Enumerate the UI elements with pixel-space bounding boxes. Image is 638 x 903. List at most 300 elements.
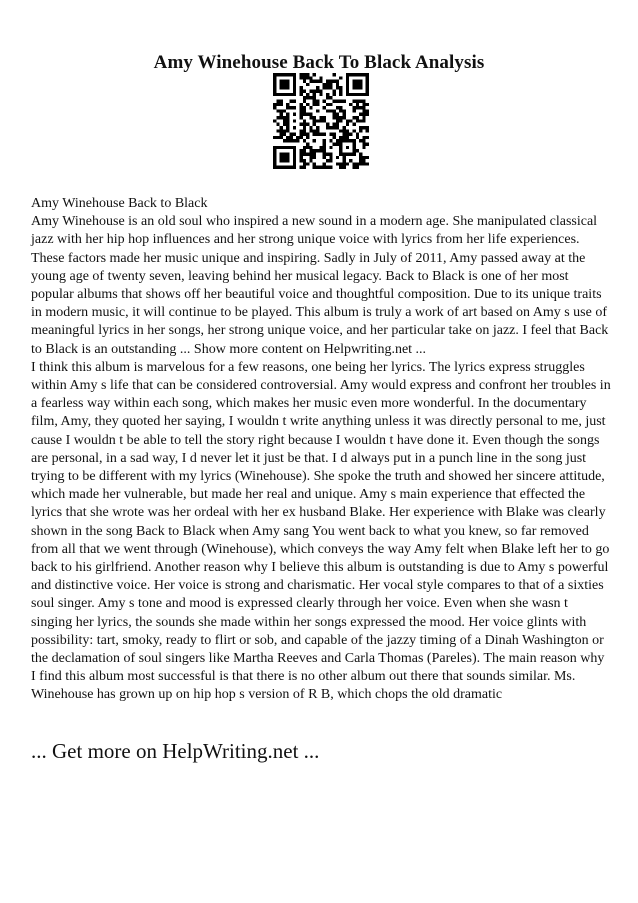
qr-module — [306, 152, 309, 155]
qr-module — [296, 136, 299, 139]
qr-module — [313, 149, 316, 152]
qr-module — [352, 123, 355, 126]
qr-module — [309, 159, 312, 162]
qr-module — [326, 96, 329, 99]
qr-module — [309, 146, 312, 149]
qr-module — [303, 146, 306, 149]
qr-module — [356, 119, 359, 122]
qr-module — [333, 136, 336, 139]
qr-module — [336, 80, 339, 83]
qr-module — [356, 166, 359, 169]
qr-module — [303, 90, 306, 93]
qr-module — [303, 76, 306, 79]
qr-module — [339, 86, 342, 89]
qr-module — [309, 129, 312, 132]
qr-module — [283, 119, 286, 122]
qr-module — [366, 143, 369, 146]
qr-module — [362, 116, 365, 119]
qr-module — [336, 143, 339, 146]
qr-module — [323, 83, 326, 86]
qr-module — [366, 126, 369, 129]
qr-module — [336, 83, 339, 86]
qr-module — [309, 96, 312, 99]
qr-module — [323, 86, 326, 89]
qr-module — [329, 152, 332, 155]
qr-module — [329, 133, 332, 136]
qr-module — [329, 146, 332, 149]
qr-module — [309, 76, 312, 79]
qr-module — [356, 103, 359, 106]
qr-module — [326, 109, 329, 112]
qr-module — [303, 80, 306, 83]
qr-module — [329, 86, 332, 89]
qr-module — [349, 133, 352, 136]
qr-module — [299, 103, 302, 106]
qr-module — [343, 162, 346, 165]
qr-module — [283, 109, 286, 112]
qr-code-icon — [273, 73, 369, 169]
qr-module — [356, 133, 359, 136]
qr-module — [299, 166, 302, 169]
qr-module — [306, 73, 309, 76]
qr-module — [299, 93, 302, 96]
qr-module — [343, 109, 346, 112]
qr-module — [336, 139, 339, 142]
article-body — [31, 195, 611, 705]
get-more-link[interactable]: ... Get more on HelpWriting.net ... — [31, 739, 320, 763]
qr-module — [313, 80, 316, 83]
qr-module — [362, 143, 365, 146]
qr-module — [316, 80, 319, 83]
qr-module — [329, 80, 332, 83]
qr-module — [339, 106, 342, 109]
qr-module — [359, 156, 362, 159]
qr-module — [280, 113, 283, 116]
qr-module — [356, 162, 359, 165]
qr-module — [336, 156, 339, 159]
qr-module — [349, 159, 352, 162]
qr-module — [276, 109, 279, 112]
qr-module — [316, 99, 319, 102]
qr-module — [273, 106, 276, 109]
qr-module — [366, 136, 369, 139]
qr-module — [362, 103, 365, 106]
qr-module — [306, 123, 309, 126]
qr-module — [283, 123, 286, 126]
qr-module — [313, 116, 316, 119]
qr-module — [293, 119, 296, 122]
qr-module — [276, 103, 279, 106]
qr-module — [299, 136, 302, 139]
qr-module — [343, 159, 346, 162]
qr-module — [323, 119, 326, 122]
qr-module — [286, 119, 289, 122]
qr-module — [323, 116, 326, 119]
qr-module — [352, 109, 355, 112]
qr-module — [303, 152, 306, 155]
qr-module — [333, 143, 336, 146]
qr-module — [293, 133, 296, 136]
qr-module — [352, 99, 355, 102]
qr-module — [333, 133, 336, 136]
qr-module — [303, 162, 306, 165]
qr-module — [326, 80, 329, 83]
qr-module — [329, 103, 332, 106]
qr-module — [283, 139, 286, 142]
qr-module — [343, 99, 346, 102]
qr-module — [359, 99, 362, 102]
qr-module — [362, 146, 365, 149]
qr-module — [299, 123, 302, 126]
qr-module — [346, 119, 349, 122]
qr-module — [293, 139, 296, 142]
qr-module — [333, 116, 336, 119]
qr-module — [356, 99, 359, 102]
qr-module — [346, 129, 349, 132]
qr-module — [326, 103, 329, 106]
qr-module — [303, 113, 306, 116]
qr-module — [319, 90, 322, 93]
qr-module — [359, 129, 362, 132]
qr-module — [273, 103, 276, 106]
qr-module — [323, 133, 326, 136]
qr-module — [303, 159, 306, 162]
qr-module — [280, 136, 283, 139]
qr-module — [356, 106, 359, 109]
qr-module — [326, 83, 329, 86]
qr-module — [319, 116, 322, 119]
qr-module — [329, 126, 332, 129]
qr-module — [329, 156, 332, 159]
qr-module — [309, 113, 312, 116]
qr-module — [299, 76, 302, 79]
qr-module — [316, 119, 319, 122]
qr-module — [283, 129, 286, 132]
qr-module — [343, 133, 346, 136]
qr-module — [352, 166, 355, 169]
qr-module — [286, 106, 289, 109]
qr-module — [306, 76, 309, 79]
qr-module — [306, 146, 309, 149]
qr-module — [316, 103, 319, 106]
qr-module — [343, 126, 346, 129]
qr-module — [303, 106, 306, 109]
qr-module — [339, 90, 342, 93]
qr-module — [359, 126, 362, 129]
qr-code-graphic — [273, 73, 369, 169]
qr-module — [362, 119, 365, 122]
qr-module — [346, 136, 349, 139]
qr-module — [316, 126, 319, 129]
article-heading-line: Amy Winehouse Back to Black — [31, 196, 208, 211]
qr-module — [359, 139, 362, 142]
qr-module — [299, 152, 302, 155]
qr-module — [299, 116, 302, 119]
qr-module — [319, 146, 322, 149]
qr-module — [333, 90, 336, 93]
qr-module — [313, 162, 316, 165]
qr-module — [333, 123, 336, 126]
qr-module — [306, 83, 309, 86]
qr-module — [329, 96, 332, 99]
qr-module — [276, 116, 279, 119]
qr-module — [313, 139, 316, 142]
qr-module — [339, 162, 342, 165]
qr-module — [280, 129, 283, 132]
qr-module — [339, 129, 342, 132]
qr-module — [362, 99, 365, 102]
qr-module — [299, 113, 302, 116]
qr-module — [286, 126, 289, 129]
qr-module — [346, 123, 349, 126]
qr-module — [306, 162, 309, 165]
qr-module — [319, 166, 322, 169]
qr-module — [356, 136, 359, 139]
qr-module — [329, 159, 332, 162]
qr-module — [276, 99, 279, 102]
qr-module — [290, 99, 293, 102]
qr-module — [319, 93, 322, 96]
qr-module — [306, 96, 309, 99]
qr-module — [339, 76, 342, 79]
qr-module — [352, 129, 355, 132]
qr-module — [313, 73, 316, 76]
qr-module — [313, 99, 316, 102]
qr-module — [286, 129, 289, 132]
qr-module — [290, 106, 293, 109]
qr-module — [306, 133, 309, 136]
qr-module — [299, 149, 302, 152]
qr-module — [366, 113, 369, 116]
page-title: Amy Winehouse Back To Black Analysis — [153, 51, 485, 73]
qr-module — [346, 162, 349, 165]
qr-module — [359, 113, 362, 116]
qr-module — [329, 166, 332, 169]
qr-module — [326, 123, 329, 126]
qr-module — [339, 119, 342, 122]
qr-module — [339, 99, 342, 102]
qr-module — [319, 133, 322, 136]
qr-module — [326, 159, 329, 162]
qr-module — [359, 119, 362, 122]
qr-module — [323, 146, 326, 149]
qr-module — [280, 103, 283, 106]
qr-module — [299, 133, 302, 136]
qr-module — [333, 73, 336, 76]
qr-module — [313, 129, 316, 132]
qr-module — [333, 99, 336, 102]
qr-module — [362, 159, 365, 162]
qr-module — [362, 113, 365, 116]
qr-module — [352, 106, 355, 109]
qr-module — [336, 99, 339, 102]
qr-module — [286, 123, 289, 126]
qr-align-center — [346, 146, 349, 149]
qr-module — [280, 99, 283, 102]
qr-module — [306, 103, 309, 106]
qr-module — [303, 126, 306, 129]
qr-module — [313, 156, 316, 159]
qr-module — [362, 156, 365, 159]
qr-module — [309, 116, 312, 119]
qr-module — [293, 113, 296, 116]
qr-module — [280, 126, 283, 129]
qr-module — [362, 139, 365, 142]
qr-module — [326, 86, 329, 89]
qr-module — [339, 109, 342, 112]
qr-module — [323, 166, 326, 169]
qr-module — [286, 136, 289, 139]
qr-module — [309, 90, 312, 93]
qr-module — [323, 156, 326, 159]
qr-module — [343, 166, 346, 169]
qr-module — [313, 119, 316, 122]
qr-module — [349, 119, 352, 122]
qr-module — [316, 90, 319, 93]
qr-module — [303, 73, 306, 76]
qr-module — [280, 133, 283, 136]
qr-module — [309, 80, 312, 83]
qr-module — [303, 139, 306, 142]
qr-module — [326, 93, 329, 96]
qr-module — [303, 96, 306, 99]
qr-module — [286, 116, 289, 119]
qr-module — [339, 93, 342, 96]
qr-module — [336, 86, 339, 89]
qr-module — [336, 106, 339, 109]
qr-module — [362, 126, 365, 129]
qr-module — [343, 129, 346, 132]
qr-module — [343, 116, 346, 119]
qr-module — [356, 116, 359, 119]
qr-module — [316, 149, 319, 152]
qr-module — [333, 109, 336, 112]
qr-module — [316, 166, 319, 169]
qr-module — [309, 152, 312, 155]
qr-module — [299, 156, 302, 159]
qr-module — [276, 129, 279, 132]
qr-module — [316, 109, 319, 112]
qr-module — [346, 133, 349, 136]
qr-module — [303, 123, 306, 126]
qr-module — [273, 136, 276, 139]
qr-module — [313, 90, 316, 93]
qr-module — [356, 149, 359, 152]
qr-module — [336, 162, 339, 165]
qr-module — [316, 86, 319, 89]
qr-module — [303, 166, 306, 169]
qr-module — [339, 136, 342, 139]
qr-module — [309, 106, 312, 109]
qr-module — [359, 159, 362, 162]
qr-module — [326, 166, 329, 169]
qr-module — [286, 113, 289, 116]
qr-module — [309, 149, 312, 152]
qr-module — [319, 119, 322, 122]
qr-module — [319, 80, 322, 83]
qr-module — [362, 109, 365, 112]
qr-module — [336, 123, 339, 126]
qr-module — [303, 149, 306, 152]
qr-module — [319, 149, 322, 152]
qr-module — [286, 103, 289, 106]
qr-module — [283, 116, 286, 119]
qr-module — [362, 162, 365, 165]
qr-module — [349, 103, 352, 106]
qr-module — [273, 119, 276, 122]
qr-module — [336, 119, 339, 122]
qr-module — [333, 113, 336, 116]
qr-module — [333, 93, 336, 96]
qr-module — [316, 129, 319, 132]
qr-module — [339, 116, 342, 119]
qr-module — [296, 139, 299, 142]
qr-module — [359, 106, 362, 109]
qr-module — [280, 116, 283, 119]
qr-module — [323, 162, 326, 165]
qr-module — [303, 133, 306, 136]
qr-module — [303, 119, 306, 122]
qr-module — [306, 93, 309, 96]
qr-module — [309, 126, 312, 129]
qr-module — [286, 139, 289, 142]
qr-module — [343, 156, 346, 159]
qr-finder-center — [280, 80, 290, 90]
qr-module — [326, 126, 329, 129]
qr-module — [362, 106, 365, 109]
qr-module — [333, 126, 336, 129]
article-paragraph-1: Amy Winehouse is an old soul who inspired a new sound in a modern age. She manipulated classical jazz with her hip hop influences and her strong unique voice with lyrics from her life experiences. These factors made her music unique and inspiring. Sadly in July of 2011, Amy passed away at the young age of twenty seven, leaving behind her musical legacy. Back to Black is one of her most popular albums that shows off her beautiful voice and thoughtful composition. Due to its unique traits in modern music, it will continue to be played. This album is truly a work of art based on Amy s use of meaningful lyrics in her songs, her strong unique voice, and her particular take on jazz. I feel that Back to Black is an outstanding ... Show more content on Helpwriting.net ... — [31, 214, 609, 357]
qr-module — [293, 126, 296, 129]
qr-module — [306, 136, 309, 139]
qr-module — [319, 76, 322, 79]
qr-module — [326, 152, 329, 155]
qr-module — [313, 123, 316, 126]
qr-module — [323, 139, 326, 142]
qr-module — [352, 116, 355, 119]
qr-module — [352, 162, 355, 165]
qr-module — [290, 139, 293, 142]
qr-module — [303, 99, 306, 102]
qr-module — [299, 109, 302, 112]
qr-module — [283, 133, 286, 136]
qr-module — [323, 106, 326, 109]
qr-module — [313, 93, 316, 96]
qr-module — [303, 109, 306, 112]
qr-module — [323, 143, 326, 146]
qr-module — [299, 129, 302, 132]
qr-module — [333, 80, 336, 83]
qr-module — [276, 136, 279, 139]
qr-module — [313, 152, 316, 155]
qr-module — [299, 106, 302, 109]
qr-module — [336, 116, 339, 119]
qr-module — [323, 149, 326, 152]
qr-module — [359, 162, 362, 165]
qr-module — [290, 133, 293, 136]
qr-module — [336, 113, 339, 116]
qr-module — [366, 156, 369, 159]
article-paragraph-2: I think this album is marvelous for a few reasons, one being her lyrics. The lyrics express struggles within Amy s life that can be considered controversial. Amy would express and confront her troubles in a fearless way within each song, which makes her music even more wonderful. In the documentary film, Amy, they quoted her saying, I wouldn t write anything unless it was directly personal to me, just cause I wouldn t be able to tell the story right because I wouldn t have done it. Even though the songs are personal, in a sad way, I d never let it just be that. I d always put in a punch line in the song just trying to be different with my lyrics (Winehouse). She spoke the truth and showed her sincere attitude, which made her vulnerable, but made her real and unique. Amy s main experience that effected the lyrics that she wrote was her ordeal with her ex husband Blake. Her experience with Blake was clearly shown in the song Back to Black when Amy sang You went back to what you knew, so far removed from all that we went through (Winehouse), which conveys the way Amy felt when Blake left her to go back to his girlfriend. Another reason why I believe this album is outstanding is due to Amy s powerful and distinctive voice. Her voice is strong and charismatic. Her vocal style compares to that of a sixties soul singer. Amy s tone and mood is expressed clearly through her voice. Even when she wasn t singing her lyrics, the sounds she made within her songs expressed the mood. Her voice glints with possibility: tart, smoky, ready to flirt or sob, and capable of the jazzy timing of a Dinah Washington or the declamation of soul singers like Martha Reeves and Carla Thomas (Pareles). The main reason why I find this album most successful is that there is no other album out there that sounds similar. Ms. Winehouse has grown up on hip hop s version of R B, which chops the old dramatic — [31, 359, 611, 703]
qr-module — [329, 83, 332, 86]
qr-module — [323, 152, 326, 155]
qr-module — [309, 156, 312, 159]
qr-module — [299, 86, 302, 89]
qr-module — [366, 109, 369, 112]
qr-module — [299, 90, 302, 93]
qr-module — [293, 99, 296, 102]
qr-module — [276, 123, 279, 126]
